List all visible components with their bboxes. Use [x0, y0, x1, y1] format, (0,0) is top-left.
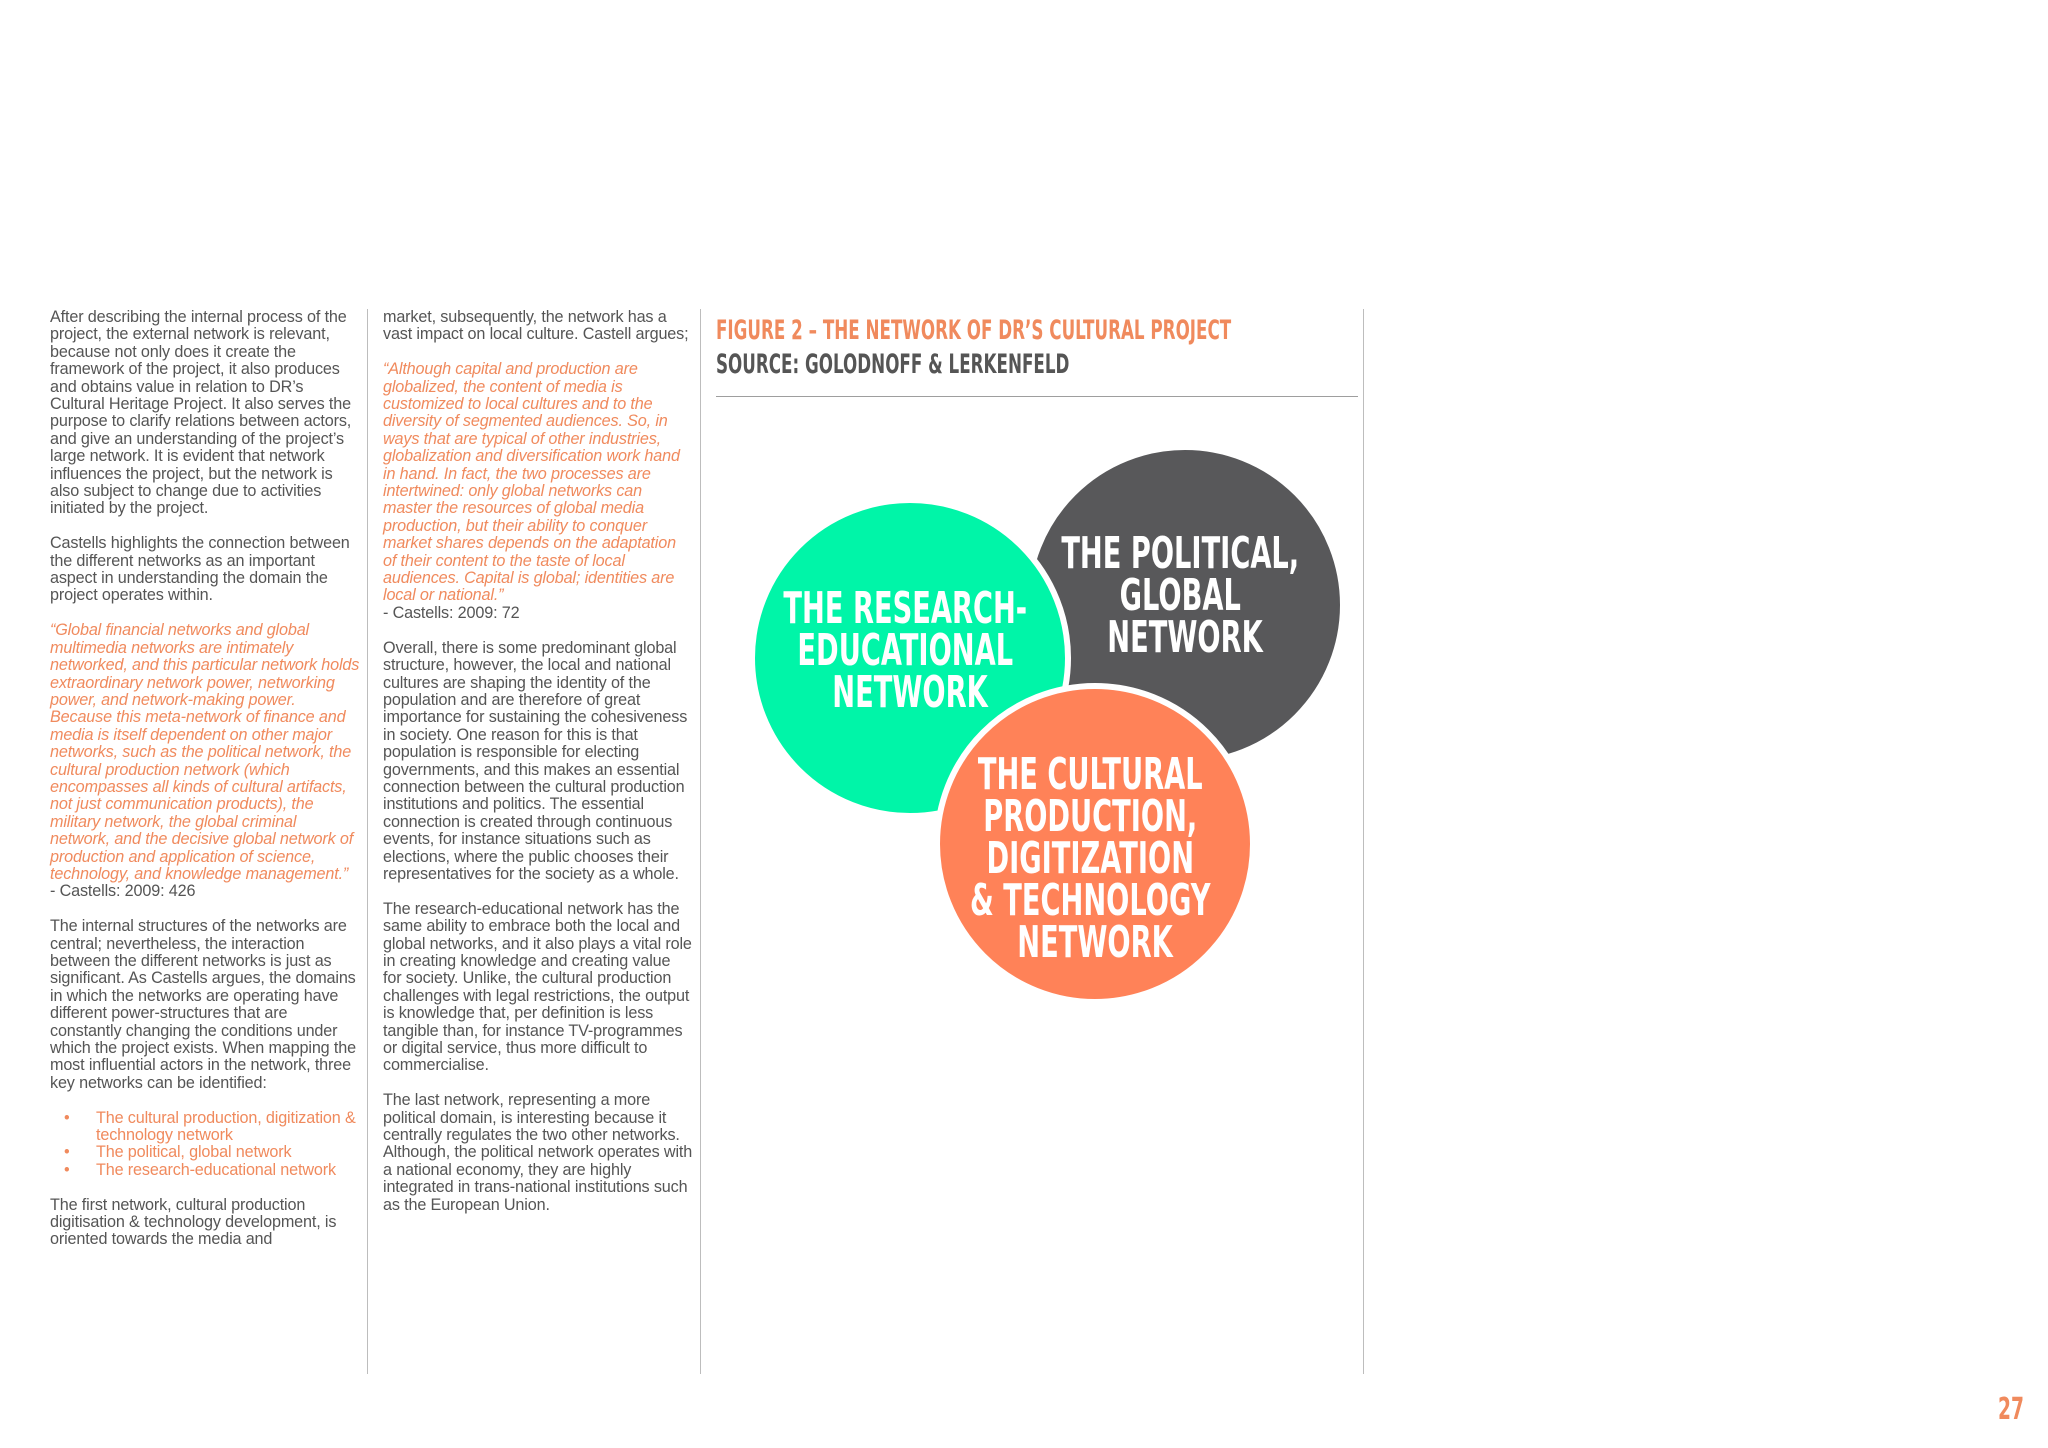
- column-divider: [700, 309, 701, 1374]
- circle-label-line: & TECHNOLOGY: [970, 874, 1211, 926]
- circle-label-line: THE POLITICAL,: [1061, 527, 1300, 579]
- column-divider: [1363, 309, 1364, 1374]
- paragraph: The last network, representing a more political domain, is interesting because it centrally regulates the two other networks. Although, the political network operates with a national economy, they are highly integrated in trans-national institutions such as the European Union.: [383, 1091, 693, 1214]
- page-number: 27: [1998, 1392, 2024, 1427]
- paragraph: market, subsequently, the network has a vast impact on local culture. Castell argues;: [383, 308, 689, 344]
- figure-source: SOURCE: GOLODNOFF & LERKENFELD: [716, 349, 1070, 380]
- quote-citation: - Castells: 2009: 72: [383, 603, 520, 622]
- quote-text: “Global financial networks and global multimedia networks are intimately networked, and this particular network holds extraordinary network power, networking power, and network-making power. Because this meta-network of finance and media is itself dependent on other major networks, such as the political network, the cultural production network (which encompasses all kinds of cultural artifacts, not just communication products), the military network, the global criminal network, and the decisive global network of production and application of science, technology, and knowledge management.”: [50, 621, 360, 883]
- text-column-1: [50, 309, 360, 1249]
- circle-label-line: DIGITIZATION: [986, 832, 1195, 884]
- circle-label-line: THE CULTURAL: [977, 748, 1203, 800]
- list-item: • The cultural production, digitization & technology network: [50, 1110, 360, 1145]
- network-list: [50, 1110, 360, 1180]
- block-quote: [383, 361, 693, 622]
- list-item: • The political, global network: [50, 1144, 360, 1161]
- circle-label-line: NETWORK: [832, 666, 988, 718]
- paragraph: The first network, cultural production digitisation & technology development, is oriented towards the media and: [50, 1195, 337, 1249]
- block-quote: [50, 622, 360, 901]
- circle-label-line: EDUCATIONAL: [797, 624, 1014, 676]
- paragraph: Castells highlights the connection between the different networks as an important aspect in understanding the domain the project operates within.: [50, 534, 350, 605]
- quote-citation: - Castells: 2009: 426: [50, 882, 196, 901]
- figure-title: FIGURE 2 – THE NETWORK OF DR’S CULTURAL PROJECT: [716, 315, 1232, 346]
- list-item: • The research-educational network: [50, 1162, 360, 1179]
- network-diagram: [740, 440, 1360, 1020]
- paragraph: The internal structures of the networks are central; nevertheless, the interaction between the different networks is just as significant. As Castells argues, the domains in which the networks are operating have different power-structures that are constantly changing the conditions under which the project exists. When mapping the most influential actors in the network, three key networks can be identified:: [50, 917, 356, 1092]
- circle-label-line: THE RESEARCH-: [783, 582, 1028, 634]
- column-divider: [367, 309, 368, 1374]
- paragraph: Overall, there is some predominant global structure, however, the local and national cultures are shaping the identity of the population and are therefore of great importance for sustaining the cohesiveness in society. One reason for this is that population is responsible for electing governments, and this makes an essential connection between the cultural production institutions and politics. The essential connection is created through continuous events, for instance situations such as elections, where the public chooses their representatives for the society as a whole.: [383, 638, 688, 883]
- text-column-2: [383, 309, 693, 1214]
- circle-label-line: NETWORK: [1017, 916, 1173, 968]
- paragraph: The research-educational network has the same ability to embrace both the local and global networks, and it also plays a vital role in creating knowledge and creating value for society. Unlike, the cultural production challenges with legal restrictions, the output is knowledge that, per definition is less tangible than, for instance TV-programmes or digital service, thus more difficult to commercialise.: [383, 899, 692, 1075]
- quote-text: “Although capital and production are globalized, the content of media is customized to local cultures and to the diversity of segmented audiences. So, in ways that are typical of other industries, globalization and diversification work hand in hand. In fact, the two processes are intertwined: only global networks can master the resources of global media production, but their ability to conquer market shares depends on the adaptation of their content to the taste of local audiences. Capital is global; identities are local or national.”: [383, 360, 680, 605]
- figure-title-divider: [716, 396, 1358, 397]
- circle-label-line: PRODUCTION,: [983, 790, 1198, 842]
- circle-label-line: GLOBAL: [1119, 569, 1241, 621]
- paragraph: After describing the internal process of the project, the external network is relevant, because not only does it create the framework of the project, it also produces and obtains value in relation to DR’s Cultural Heritage Project. It also serves the purpose to clarify relations between actors, and give an understanding of the project’s large network. It is evident that network influences the project, but the network is also subject to change due to activities initiated by the project.: [50, 308, 352, 518]
- circle-label-line: NETWORK: [1107, 611, 1263, 663]
